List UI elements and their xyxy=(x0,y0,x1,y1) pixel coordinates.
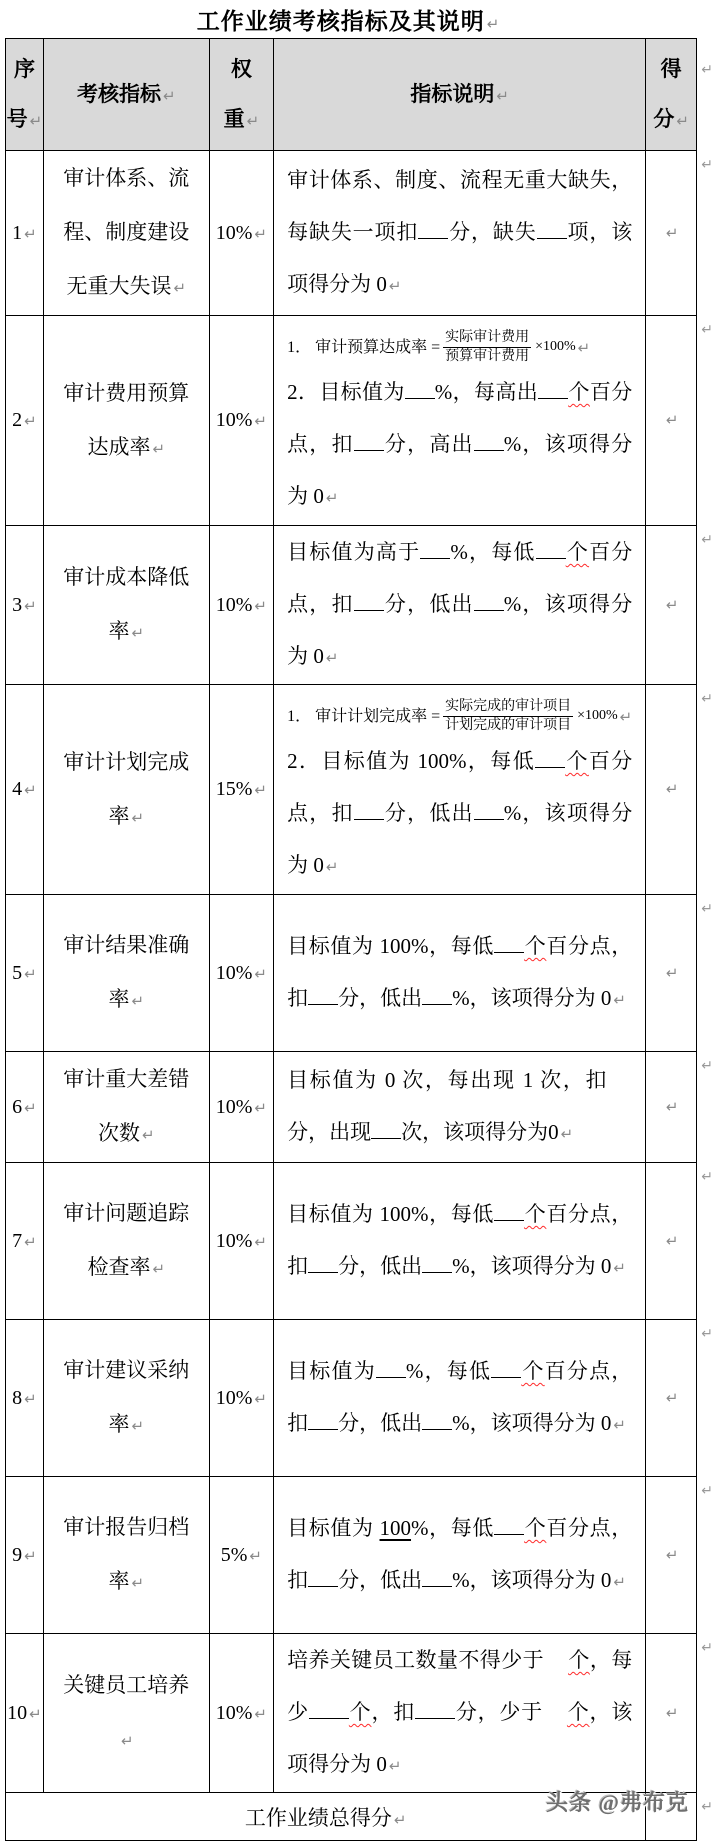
table-row xyxy=(6,1477,697,1634)
description-cell xyxy=(274,316,646,526)
formula-multiplier: ×100% xyxy=(535,339,576,355)
paragraph-mark-icon: ↵ xyxy=(254,224,267,243)
paragraph-mark-icon: ↵ xyxy=(131,1574,145,1592)
indicator-cell: 审计结果准确率 ↵ xyxy=(43,895,209,1052)
watermark: 头条 @弗布克 xyxy=(546,1790,689,1815)
weight-cell: 5% ↵ xyxy=(209,1477,273,1634)
paragraph-mark-icon: ↵ xyxy=(577,338,591,357)
score-cell xyxy=(646,1477,713,1634)
score-cell xyxy=(646,1163,713,1320)
indicator-cell: 审计计划完成率 ↵ xyxy=(43,685,209,895)
row-number-cell: 9 ↵ xyxy=(6,1477,44,1634)
row-end-mark-icon: ↵ xyxy=(701,1640,713,1656)
blank-underline xyxy=(535,765,565,768)
paragraph-mark-icon: ↵ xyxy=(254,1389,267,1408)
spellcheck-wavy-text: 个 xyxy=(521,1359,545,1383)
row-end-mark-icon: ↵ xyxy=(701,322,713,338)
description-cell xyxy=(274,685,646,895)
spellcheck-wavy-text: 个 xyxy=(524,934,547,958)
weight-cell: 10% ↵ xyxy=(209,1320,273,1477)
description-cell xyxy=(274,526,646,685)
paragraph-mark-icon: ↵ xyxy=(560,1125,574,1143)
description-cell xyxy=(274,895,646,1052)
blank-underline xyxy=(308,1270,338,1273)
weight-cell: 10% ↵ xyxy=(209,1163,273,1320)
indicator-cell: 审计报告归档率 ↵ xyxy=(43,1477,209,1634)
score-cell xyxy=(646,151,713,316)
column-header-no xyxy=(6,39,44,151)
paragraph-mark-icon: ↵ xyxy=(254,1098,267,1117)
column-header-label: 考核指标 ↵ xyxy=(76,81,176,106)
row-end-mark-icon: ↵ xyxy=(701,901,713,917)
score-cell xyxy=(646,685,713,895)
description-line: 目标值为 100%，每低 个百分点，扣 分，低出 %，该项得分为 0 ↵ xyxy=(287,934,633,1010)
blank-underline xyxy=(422,1427,452,1430)
column-header-label: 号 ↵ xyxy=(6,106,43,131)
paragraph-mark-icon: ↵ xyxy=(665,780,679,798)
blank-underline xyxy=(420,556,450,559)
paragraph-mark-icon: ↵ xyxy=(29,1704,42,1723)
row-number-cell: 2 ↵ xyxy=(6,316,44,526)
page-title-text: 工作业绩考核指标及其说明 xyxy=(196,9,485,34)
paragraph-mark-icon: ↵ xyxy=(249,1546,262,1565)
description-cell xyxy=(274,151,646,316)
blank-underline xyxy=(308,1002,338,1005)
column-header-label: 指标说明 ↵ xyxy=(410,81,509,106)
paragraph-mark-icon: ↵ xyxy=(131,624,145,642)
paragraph-mark-icon: ↵ xyxy=(393,1810,407,1829)
paragraph-mark-icon: ↵ xyxy=(131,992,145,1010)
paragraph-mark-icon: ↵ xyxy=(29,111,43,130)
paragraph-mark-icon: ↵ xyxy=(388,1757,402,1775)
paragraph-mark-icon: ↵ xyxy=(613,1416,626,1434)
column-header-score xyxy=(646,39,713,151)
underlined-text: 100 xyxy=(379,1516,412,1540)
column-header-label: 序 xyxy=(13,56,35,81)
paragraph-mark-icon: ↵ xyxy=(486,15,501,33)
blank-underline xyxy=(422,1270,452,1273)
paragraph-mark-icon: ↵ xyxy=(388,277,402,295)
score-cell xyxy=(646,316,713,526)
paragraph-mark-icon: ↵ xyxy=(254,412,267,430)
row-end-mark-icon: ↵ xyxy=(701,691,713,707)
paragraph-mark-icon: ↵ xyxy=(162,86,176,105)
row-end-mark-icon: ↵ xyxy=(701,157,713,173)
indicator-cell: 关键员工培养↵ xyxy=(43,1634,209,1793)
paragraph-mark-icon: ↵ xyxy=(613,1573,626,1591)
blank-underline xyxy=(494,1218,524,1221)
paragraph-mark-icon: ↵ xyxy=(325,649,339,667)
formula-line xyxy=(287,698,632,735)
blank-underline xyxy=(474,448,504,451)
row-end-mark-icon: ↵ xyxy=(701,1483,713,1499)
weight-cell: 10% ↵ xyxy=(209,1634,273,1793)
description-line: 目标值为 100%，每低 个百分点，扣 分，低出 %，该项得分为 0 ↵ xyxy=(287,1516,633,1592)
blank-underline xyxy=(371,1136,401,1139)
paragraph-mark-icon: ↵ xyxy=(665,223,679,242)
score-cell xyxy=(646,1634,713,1793)
blank-underline xyxy=(308,1427,338,1430)
paragraph-mark-icon: ↵ xyxy=(665,1545,679,1564)
score-cell xyxy=(646,895,713,1052)
column-header-label: 分 ↵ xyxy=(653,106,689,131)
spellcheck-wavy-text: 个 xyxy=(524,1516,547,1540)
blank-underline xyxy=(474,817,504,820)
paragraph-mark-icon: ↵ xyxy=(665,1097,679,1116)
spellcheck-wavy-text: 个 xyxy=(565,749,589,774)
row-end-mark-icon: ↵ xyxy=(701,1058,713,1074)
paragraph-mark-icon: ↵ xyxy=(24,412,37,430)
weight-cell: 10% ↵ xyxy=(209,316,273,526)
blank-underline xyxy=(309,1716,349,1719)
row-number-cell: 8 ↵ xyxy=(6,1320,44,1477)
description-cell xyxy=(274,1477,646,1634)
score-cell xyxy=(646,526,713,685)
row-number-cell: 4 ↵ xyxy=(6,685,44,895)
description-line: 目标值为高于 %，每低 个百分点，扣 分，低出 %，该项得分为 0 ↵ xyxy=(287,540,633,668)
blank-underline xyxy=(418,236,448,239)
column-header-label: 重 ↵ xyxy=(223,106,260,131)
paragraph-mark-icon: ↵ xyxy=(173,279,187,297)
paragraph-mark-icon: ↵ xyxy=(619,707,633,726)
blank-underline xyxy=(354,817,384,820)
paragraph-mark-icon: ↵ xyxy=(496,86,509,105)
row-end-mark-icon: ↵ xyxy=(701,532,713,548)
paragraph-mark-icon: ↵ xyxy=(254,781,267,799)
paragraph-mark-icon: ↵ xyxy=(613,991,626,1009)
blank-underline xyxy=(494,950,524,953)
paragraph-mark-icon: ↵ xyxy=(665,963,679,982)
description-line: 培养关键员工数量不得少于 个，每少 个，扣 分，少于 个，该项得分为 0 ↵ xyxy=(287,1648,633,1776)
blank-underline xyxy=(422,1584,452,1587)
indicator-cell: 审计问题追踪检查率 ↵ xyxy=(43,1163,209,1320)
blank-underline xyxy=(354,448,384,451)
fraction-numerator: 实际完成的审计项目 xyxy=(443,698,573,717)
paragraph-mark-icon: ↵ xyxy=(24,596,37,615)
row-number-cell: 3 ↵ xyxy=(6,526,44,685)
spellcheck-wavy-text: 个 xyxy=(348,1700,372,1724)
table-row xyxy=(6,151,697,316)
paragraph-mark-icon: ↵ xyxy=(141,1126,155,1144)
fraction-numerator: 实际审计费用 xyxy=(443,329,531,348)
column-header-label: 权 xyxy=(230,56,252,81)
description-line: 审计体系、制度、流程无重大缺失，每缺失一项扣 分，缺失 项，该项得分为 0 ↵ xyxy=(287,168,633,296)
description-line: 目标值为 0 次，每出现 1 次，扣分，出现 次，该项得分为0 ↵ xyxy=(287,1068,609,1144)
blank-underline xyxy=(376,1375,406,1378)
formula-multiplier: ×100% xyxy=(577,708,618,724)
column-header-indicator xyxy=(43,39,209,151)
description-cell xyxy=(274,1320,646,1477)
description-line: 2．目标值为 100%，每低 个百分点，扣 分，低出 %，该项得分为 0 ↵ xyxy=(287,749,633,878)
fraction xyxy=(443,698,573,735)
score-cell xyxy=(646,1052,713,1163)
blank-underline xyxy=(537,236,567,239)
weight-cell: 10% ↵ xyxy=(209,526,273,685)
spellcheck-wavy-text: 个 xyxy=(524,1202,547,1226)
description-line: 目标值为 %，每低 个百分点，扣 分，低出 %，该项得分为 0 ↵ xyxy=(287,1359,633,1435)
paragraph-mark-icon: ↵ xyxy=(665,411,679,429)
paragraph-mark-icon: ↵ xyxy=(152,439,166,458)
paragraph-mark-icon: ↵ xyxy=(24,1389,37,1408)
blank-underline xyxy=(405,396,435,399)
blank-underline xyxy=(474,608,504,611)
paragraph-mark-icon: ↵ xyxy=(254,596,267,615)
formula-label: 1． 审计预算达成率 = xyxy=(287,338,441,356)
description-cell xyxy=(274,1052,646,1163)
row-number-cell: 7 ↵ xyxy=(6,1163,44,1320)
weight-cell: 15% ↵ xyxy=(209,685,273,895)
row-number-cell: 6 ↵ xyxy=(6,1052,44,1163)
paragraph-mark-icon: ↵ xyxy=(24,1232,37,1251)
paragraph-mark-icon: ↵ xyxy=(665,1231,679,1250)
blank-underline xyxy=(494,1532,524,1535)
table-row xyxy=(6,526,697,685)
weight-cell: 10% ↵ xyxy=(209,1052,273,1163)
formula-label: 1． 审计计划完成率 = xyxy=(287,707,441,725)
score-cell xyxy=(646,1320,713,1477)
paragraph-mark-icon: ↵ xyxy=(24,781,37,799)
row-end-mark-icon: ↵ xyxy=(701,1326,713,1342)
table-row xyxy=(6,1320,697,1477)
paragraph-mark-icon: ↵ xyxy=(24,1546,37,1565)
row-number-cell: 1 ↵ xyxy=(6,151,44,316)
paragraph-mark-icon: ↵ xyxy=(665,595,679,614)
table-row xyxy=(6,316,697,526)
paragraph-mark-icon: ↵ xyxy=(152,1260,166,1278)
table-row xyxy=(6,895,697,1052)
row-end-mark-icon: ↵ xyxy=(701,1169,713,1185)
row-number-cell: 5 ↵ xyxy=(6,895,44,1052)
description-line: 2．目标值为 %，每高出 个百分点，扣 分，高出 %，该项得分为 0 ↵ xyxy=(287,380,633,509)
blank-underline xyxy=(354,608,384,611)
paragraph-mark-icon: ↵ xyxy=(120,1732,134,1750)
column-header-weight xyxy=(209,39,273,151)
blank-underline xyxy=(422,1002,452,1005)
paragraph-mark-icon: ↵ xyxy=(24,224,37,243)
fraction-denominator: 预算审计费用 xyxy=(445,349,530,364)
column-header-label: 得 xyxy=(660,56,682,81)
spellcheck-wavy-text: 个 xyxy=(568,1648,590,1672)
paragraph-mark-icon: ↵ xyxy=(131,1417,145,1435)
formula-line xyxy=(287,329,632,366)
row-number-cell: 10 ↵ xyxy=(6,1634,44,1793)
table-header xyxy=(6,39,713,151)
table-row xyxy=(6,1052,697,1163)
paragraph-mark-icon: ↵ xyxy=(676,111,689,130)
paragraph-mark-icon: ↵ xyxy=(254,1704,267,1723)
paragraph-mark-icon: ↵ xyxy=(613,1259,626,1277)
spellcheck-wavy-text: 个 xyxy=(566,1700,590,1724)
paragraph-mark-icon: ↵ xyxy=(24,964,37,983)
paragraph-mark-icon: ↵ xyxy=(131,808,145,827)
page-title xyxy=(0,3,697,36)
paragraph-mark-icon: ↵ xyxy=(24,1098,37,1117)
column-header-description xyxy=(274,39,646,151)
paragraph-mark-icon: ↵ xyxy=(254,1232,267,1251)
row-end-mark-icon: ↵ xyxy=(701,62,713,78)
assessment-table xyxy=(5,38,713,1841)
indicator-cell: 审计费用预算达成率 ↵ xyxy=(43,316,209,526)
row-end-mark-icon: ↵ xyxy=(701,1799,713,1815)
weight-cell: 10% ↵ xyxy=(209,895,273,1052)
fraction xyxy=(443,329,531,366)
indicator-cell: 审计重大差错次数 ↵ xyxy=(43,1052,209,1163)
spellcheck-wavy-text: 个 xyxy=(565,540,590,564)
table-body xyxy=(6,151,713,1793)
indicator-cell: 审计成本降低率 ↵ xyxy=(43,526,209,685)
header-row xyxy=(6,39,697,151)
paragraph-mark-icon: ↵ xyxy=(325,489,339,508)
blank-underline xyxy=(308,1584,338,1587)
indicator-cell: 审计体系、流程、制度建设无重大失误 ↵ xyxy=(43,151,209,316)
paragraph-mark-icon: ↵ xyxy=(665,1388,679,1407)
paragraph-mark-icon: ↵ xyxy=(325,858,339,877)
table-row xyxy=(6,1634,697,1793)
paragraph-mark-icon: ↵ xyxy=(665,1703,679,1722)
indicator-cell: 审计建议采纳率 ↵ xyxy=(43,1320,209,1477)
footer-total-label: 工作业绩总得分 ↵ xyxy=(6,1793,646,1841)
spellcheck-wavy-text: 个 xyxy=(568,380,590,405)
description-cell xyxy=(274,1163,646,1320)
description-line: 目标值为 100%，每低 个百分点，扣 分，低出 %，该项得分为 0 ↵ xyxy=(287,1202,633,1278)
fraction-denominator: 计划完成的审计项目 xyxy=(445,718,572,733)
paragraph-mark-icon: ↵ xyxy=(246,111,260,130)
table-row xyxy=(6,685,697,895)
table-row xyxy=(6,1163,697,1320)
blank-underline xyxy=(491,1375,521,1378)
paragraph-mark-icon: ↵ xyxy=(254,964,267,983)
blank-underline xyxy=(536,556,566,559)
description-cell xyxy=(274,1634,646,1793)
weight-cell: 10% ↵ xyxy=(209,151,273,316)
blank-underline xyxy=(538,396,568,399)
blank-underline xyxy=(415,1716,455,1719)
